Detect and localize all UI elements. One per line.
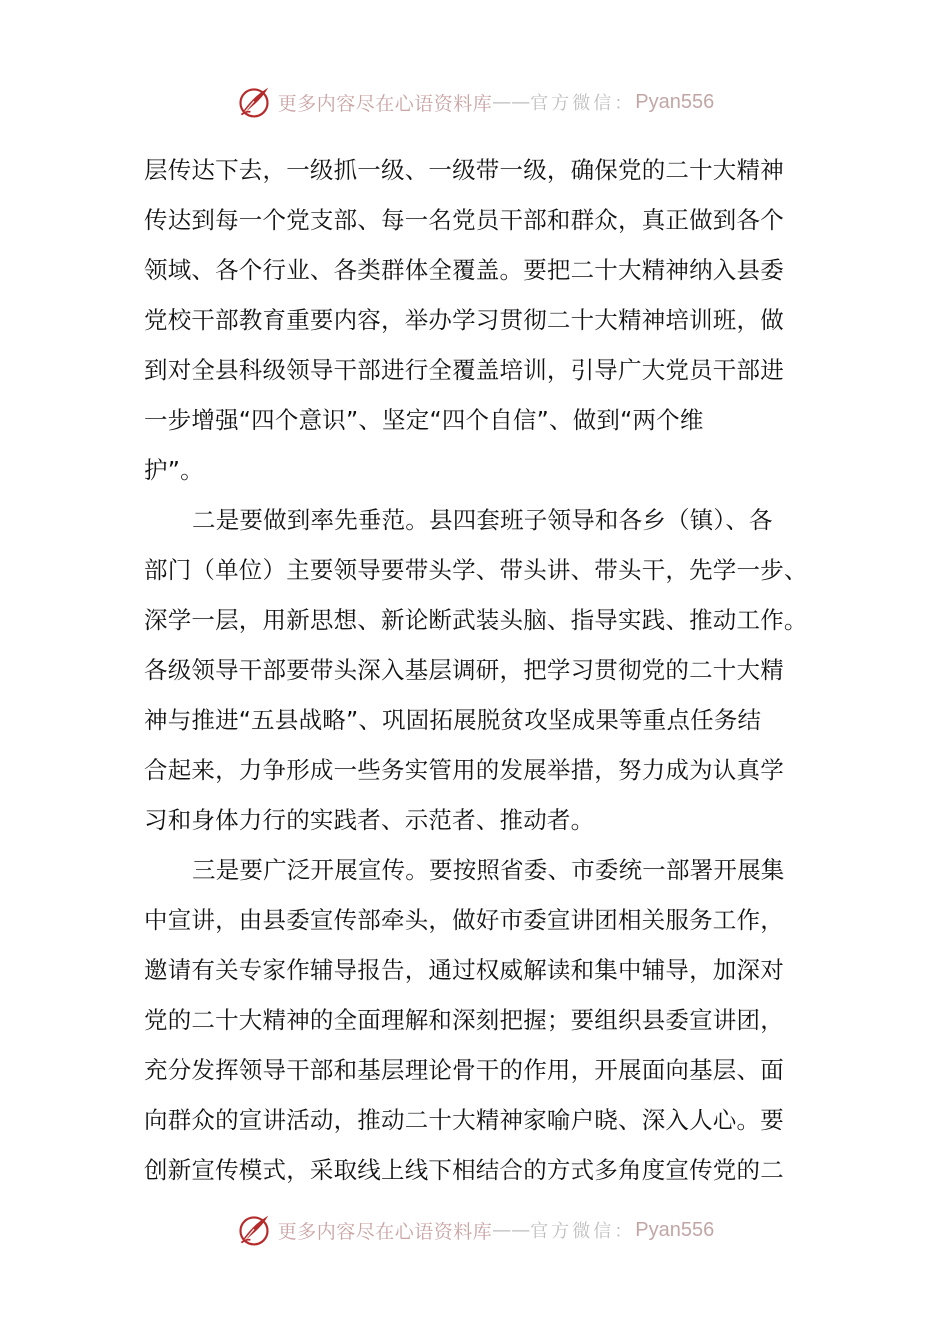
text-line: 中宣讲，由县委宣传部牵头，做好市委宣讲团相关服务工作，	[144, 906, 784, 934]
text-line: 护”。	[144, 456, 204, 484]
text-line: 二是要做到率先垂范。县四套班子领导和各乡（镇）、各	[192, 506, 773, 534]
header-dash: ——	[492, 91, 531, 113]
document-body	[144, 145, 824, 1195]
text-line: 向群众的宣讲活动，推动二十大精神家喻户晓、深入人心。要	[144, 1106, 784, 1134]
header-banner	[0, 82, 950, 122]
quill-pen-logo-icon	[236, 1212, 272, 1248]
text-line: 一步增强“四个意识”、坚定“四个自信”、做到“两个维	[144, 406, 704, 434]
header-wechat-label: 官方微信：	[530, 93, 636, 114]
text-line: 合起来，力争形成一些务实管用的发展举措，努力成为认真学	[144, 756, 784, 784]
text-line: 领域、各个行业、各类群体全覆盖。要把二十大精神纳入县委	[144, 256, 784, 284]
text-line: 习和身体力行的实践者、示范者、推动者。	[144, 806, 595, 834]
text-line: 三是要广泛开展宣传。要按照省委、市委统一部署开展集	[192, 856, 785, 884]
footer-banner	[0, 1210, 950, 1250]
text-line: 各级领导干部要带头深入基层调研，把学习贯彻党的二十大精	[144, 656, 784, 684]
text-line: 到对全县科级领导干部进行全覆盖培训，引导广大党员干部进	[144, 356, 784, 384]
text-line: 创新宣传模式，采取线上线下相结合的方式多角度宣传党的二	[144, 1156, 784, 1184]
header-promo-text: 更多内容尽在心语资料库	[277, 92, 493, 115]
text-line: 部门（单位）主要领导要带头学、带头讲、带头干，先学一步、	[144, 556, 808, 584]
header-wechat-id: Pyan556	[635, 90, 715, 113]
text-line: 传达到每一个党支部、每一名党员干部和群众，真正做到各个	[144, 206, 784, 234]
text-line: 深学一层，用新思想、新论断武装头脑、指导实践、推动工作。	[144, 606, 808, 634]
text-line: 党的二十大精神的全面理解和深刻把握；要组织县委宣讲团，	[144, 1006, 784, 1034]
footer-dash: ——	[492, 1219, 531, 1241]
footer-promo-text: 更多内容尽在心语资料库	[277, 1220, 493, 1243]
footer-wechat-label: 官方微信：	[530, 1221, 636, 1242]
text-line: 邀请有关专家作辅导报告，通过权威解读和集中辅导，加深对	[144, 956, 784, 984]
footer-wechat-id: Pyan556	[635, 1218, 715, 1241]
quill-pen-logo-icon	[236, 84, 272, 120]
text-line: 层传达下去，一级抓一级、一级带一级，确保党的二十大精神	[144, 156, 784, 184]
text-line: 党校干部教育重要内容，举办学习贯彻二十大精神培训班，做	[144, 306, 784, 334]
text-line: 神与推进“五县战略”、巩固拓展脱贫攻坚成果等重点任务结	[144, 706, 762, 734]
text-line: 充分发挥领导干部和基层理论骨干的作用，开展面向基层、面	[144, 1056, 784, 1084]
